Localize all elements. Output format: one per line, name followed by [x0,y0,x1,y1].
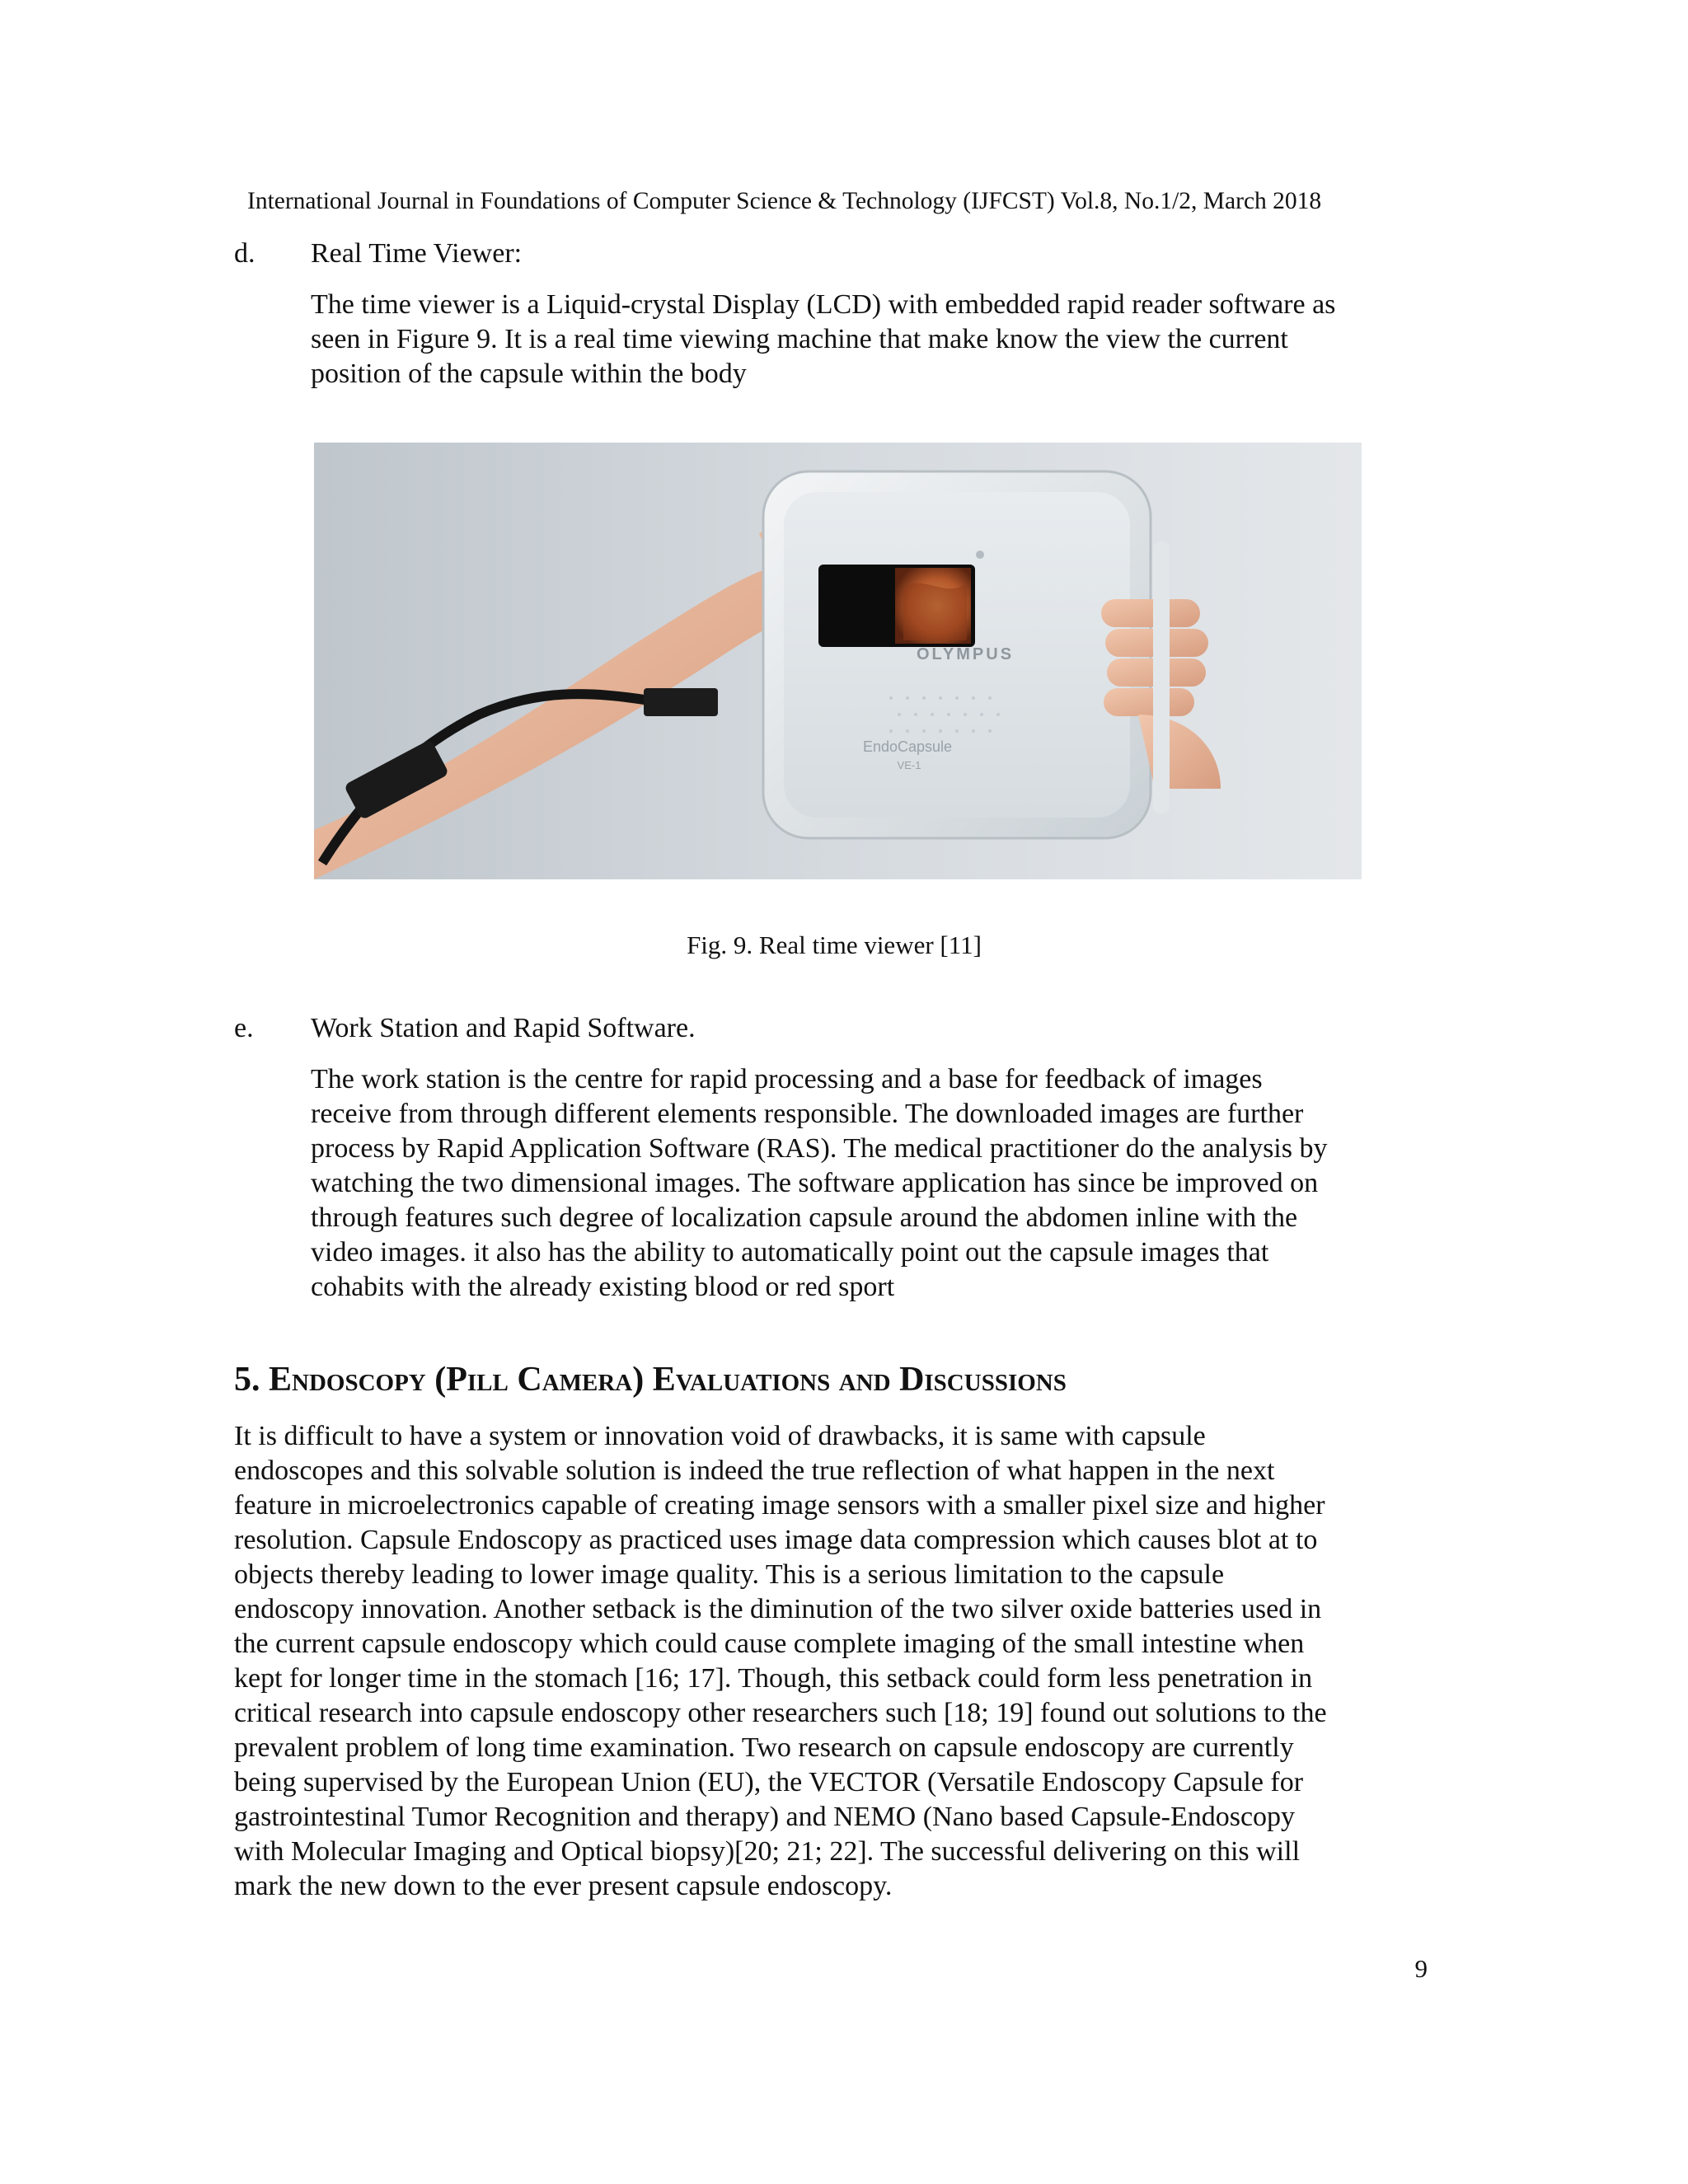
figure-real-time-viewer [314,443,1362,879]
section-title-part: Discussions [899,1361,1067,1399]
paragraph-line: position of the capsule within the body [311,359,747,389]
paragraph-line: kept for longer time in the stomach [16; 17]. Though, this setback could form less penetration in [234,1663,1313,1694]
paragraph-line: resolution. Capsule Endoscopy as practiced uses image data compression which causes blot at to [234,1525,1318,1555]
running-header: International Journal in Foundations of Computer Science & Technology (IJFCST) Vol.8, No.1/2, March 2018 [247,188,1322,214]
paragraph-line: receive from through different elements responsible. The downloaded images are further [311,1099,1304,1129]
paragraph-line: process by Rapid Application Software (RAS). The medical practitioner do the analysis by [311,1133,1328,1164]
item-e-title: Work Station and Rapid Software. [311,1013,696,1043]
item-d-marker: d. [234,238,256,269]
section-title-part: Endoscopy [269,1361,435,1399]
section-heading [234,1360,1470,1399]
status-led [976,551,984,559]
item-e-heading [234,1012,1429,1045]
item-d-heading [234,237,1429,270]
paragraph-line: The work station is the centre for rapid processing and a base for feedback of images [311,1064,1263,1094]
device-model-text: EndoCapsule [862,738,953,755]
paragraph-line: gastrointestinal Tumor Recognition and therapy) and NEMO (Nano based Capsule-Endoscopy [234,1802,1296,1832]
item-e-marker: e. [234,1013,254,1043]
page-number: 9 [1414,1954,1428,1983]
item-d-title: Real Time Viewer: [311,238,523,269]
device-submodel-text: VE-1 [897,759,921,771]
paragraph-line: the current capsule endoscopy which could cause complete imaging of the small intestine when [234,1629,1305,1659]
device-side-edge [1153,541,1170,813]
paragraph-line: mark the new down to the ever present capsule endoscopy. [234,1871,893,1901]
paragraph-line: feature in microelectronics capable of creating image sensors with a smaller pixel size and higher [234,1490,1325,1521]
paragraph-line: endoscopes and this solvable solution is indeed the true reflection of what happen in the next [234,1455,1275,1486]
paragraph-line: objects thereby leading to lower image quality. This is a serious limitation to the capsule [234,1559,1225,1590]
figure-caption: Fig. 9. Real time viewer [11] [687,930,982,959]
paragraph-line: It is difficult to have a system or innovation void of drawbacks, it is same with capsule [234,1421,1206,1451]
paragraph-line: critical research into capsule endoscopy other researchers such [18; 19] found out solutions to the [234,1698,1327,1728]
device-brand-text: OLYMPUS [916,645,1015,663]
paragraph-line: being supervised by the European Union (EU), the VECTOR (Versatile Endoscopy Capsule for [234,1767,1304,1797]
paragraph-line: video images. it also has the ability to automatically point out the capsule images that [311,1237,1269,1268]
section-number: 5. [234,1361,269,1399]
section-title-part: Evaluations and [652,1361,900,1399]
paragraph-line: seen in Figure 9. It is a real time viewing machine that make know the view the current [311,324,1288,354]
paragraph-line: The time viewer is a Liquid-crystal Display (LCD) with embedded rapid reader software as [311,289,1336,320]
paragraph-line: watching the two dimensional images. The software application has since be improved on [311,1168,1319,1198]
paragraph-line: through features such degree of localization capsule around the abdomen inline with the [311,1202,1298,1233]
section-title-part: (Pill Camera) [434,1361,653,1399]
paragraph-line: with Molecular Imaging and Optical biopsy)[20; 21; 22]. The successful delivering on this will [234,1836,1301,1867]
paragraph-line: cohabits with the already existing blood or red sport [311,1272,895,1302]
paragraph-line: endoscopy innovation. Another setback is the diminution of the two silver oxide batteries used in [234,1594,1322,1624]
usb-plug [644,688,718,716]
paragraph-line: prevalent problem of long time examination. Two research on capsule endoscopy are currently [234,1732,1294,1763]
